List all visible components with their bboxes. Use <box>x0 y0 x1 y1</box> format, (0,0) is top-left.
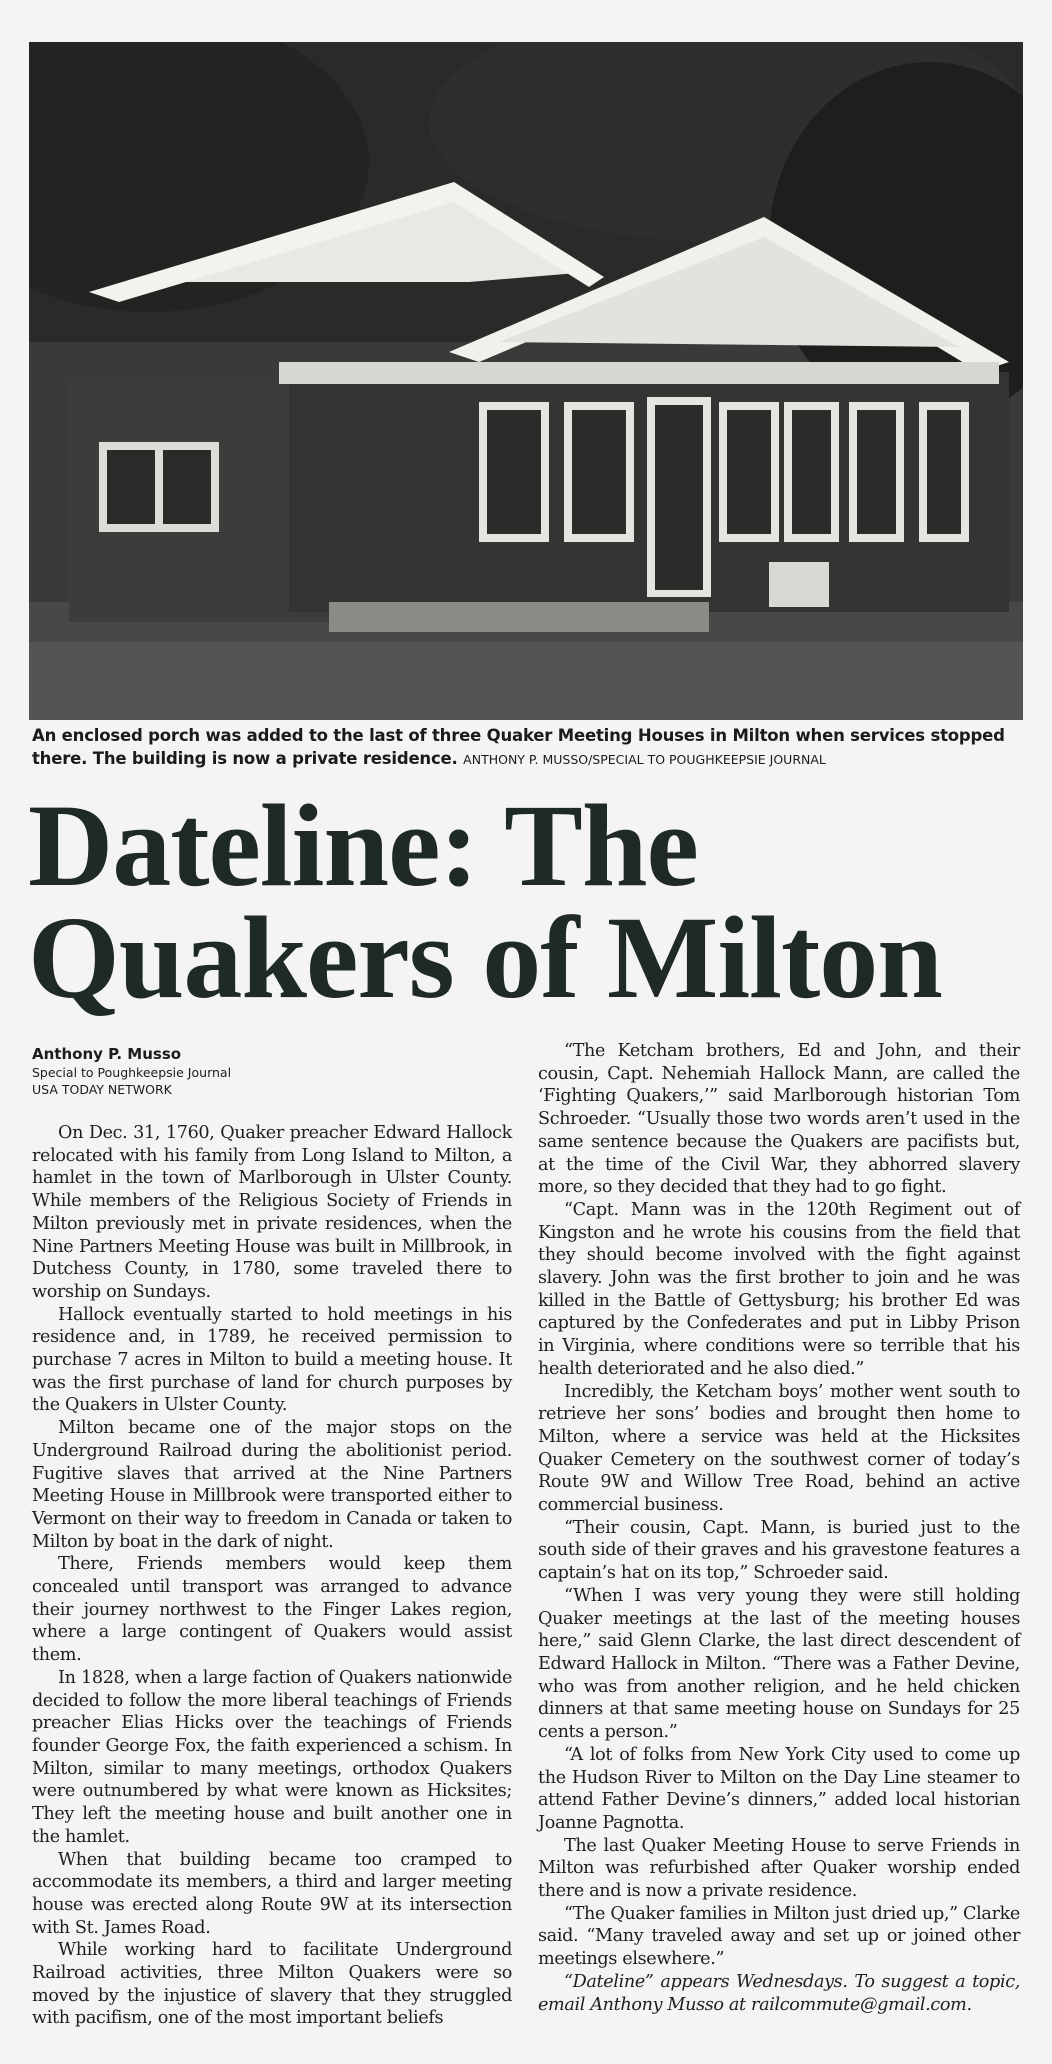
paragraph: In 1828, when a large faction of Quakers nationwide decided to follow the more liberal teachings of Friends preacher Elias Hicks over the teachings of Friends founder George Fox, the faith experienced a schism. In Milton, similar to many meetings, orthodox Quakers were outnumbered by what were known as Hicksites; They left the meeting house and built another one in the hamlet. <box>32 1667 512 1847</box>
author-name: Anthony P. Musso <box>32 1045 182 1063</box>
byline <box>32 1044 231 1098</box>
paragraph: On Dec. 31, 1760, Quaker preacher Edward Hallock relocated with his family from Long Island to Milton, a hamlet in the town of Marlborough in Ulster County. While members of the Religious Society of Friends in Milton previously met in private residences, when the Nine Partners Meeting House was built in Millbrook, in Dutchess County, in 1780, some traveled there to worship on Sundays. <box>32 1123 512 1302</box>
caption-text: An enclosed porch was added to the last of three Quaker Meeting Houses in Milton when services stopped there. The building is now a private residence. <box>32 726 1005 768</box>
headline-line-1: Dateline: The <box>28 780 698 911</box>
headline <box>28 780 1028 1023</box>
network-label: USA TODAY NETWORK <box>32 1082 172 1097</box>
column-tagline: “Dateline” appears Wednesdays. To suggest a topic, email Anthony Musso at railcommute@gmail.com. <box>538 1971 1020 2015</box>
paragraph: There, Friends members would keep them concealed until transport was arranged to advance their journey northwest to the Finger Lakes region, where a large contingent of Quakers would assist them. <box>32 1554 512 1666</box>
paragraph: Hallock eventually started to hold meetings in his residence and, in 1789, he received permission to purchase 7 acres in Milton to build a meeting house. It was the first purchase of land for church purposes by the Quakers in Ulster County. <box>32 1304 512 1416</box>
headline-line-2: Quakers of Milton <box>28 892 942 1023</box>
article-column-left <box>32 1122 512 2030</box>
paragraph: “Their cousin, Capt. Mann, is buried just to the south side of their graves and his gravestone features a captain’s hat on its top,” Schroeder said. <box>538 1517 1020 1584</box>
paragraph: “The Quaker families in Milton just dried up,” Clarke said. “Many traveled away and set up or joined other meetings elsewhere.” <box>538 1903 1020 1970</box>
house-illustration <box>29 42 1023 720</box>
paragraph: “Capt. Mann was in the 120th Regiment out of Kingston and he wrote his cousins from the field that they should become involved with the fight against slavery. John was the first brother to join and he was killed in the Battle of Gettysburg; his brother Ed was captured by the Confederates and put in Libby Prison in Virginia, where conditions were so terrible that his health deteriorated and he also died.” <box>538 1199 1020 1379</box>
paragraph: While working hard to facilitate Underground Railroad activities, three Milton Quakers were so moved by the injustice of slavery that they struggled with pacifism, one of the most important beliefs <box>32 1940 512 2029</box>
paragraph: “A lot of folks from New York City used to come up the Hudson River to Milton on the Day Line steamer to attend Father Devine’s dinners,” added local historian Joanne Pagnotta. <box>538 1744 1020 1833</box>
paragraph: “The Ketcham brothers, Ed and John, and their cousin, Capt. Nehemiah Hallock Mann, are called the ‘Fighting Quakers,’” said Marlborough historian Tom Schroeder. “Usually those two words aren’t used in the same sentence because the Quakers are pacifists but, at the time of the Civil War, they abhorred slavery more, so they decided that they had to go fight. <box>538 1041 1020 1198</box>
paragraph: When that building became too cramped to accommodate its members, a third and larger meeting house was erected along Route 9W at its intersection with St. James Road. <box>32 1849 512 1938</box>
paragraph: “When I was very young they were still holding Quaker meetings at the last of the meeting houses here,” said Glenn Clarke, the last direct descendent of Edward Hallock in Milton. “There was a Father Devine, who was from another religion, and he held chicken dinners at that same meeting house on Sundays for 25 cents a person.” <box>538 1585 1020 1743</box>
paragraph: The last Quaker Meeting House to serve Friends in Milton was refurbished after Quaker worship ended there and is now a private residence. <box>538 1835 1020 1902</box>
photo-caption <box>32 724 1022 771</box>
meeting-house-photo <box>29 42 1023 720</box>
paragraph: Milton became one of the major stops on the Underground Railroad during the abolitionist period. Fugitive slaves that arrived at the Nine Partners Meeting House in Millbrook were transported either to Vermont on their way to freedom in Canada or taken to Milton by boat in the dark of night. <box>32 1418 512 1552</box>
article-column-right <box>538 1040 1020 2016</box>
photo-credit: ANTHONY P. MUSSO/SPECIAL TO POUGHKEEPSIE JOURNAL <box>463 752 826 767</box>
paragraph: Incredibly, the Ketcham boys’ mother went south to retrieve her sons’ bodies and brought then home to Milton, where a service was held at the Hicksites Quaker Cemetery on the southwest corner of today’s Route 9W and Willow Tree Road, behind an active commercial business. <box>538 1381 1020 1516</box>
author-affiliation: Special to Poughkeepsie Journal <box>32 1065 232 1080</box>
